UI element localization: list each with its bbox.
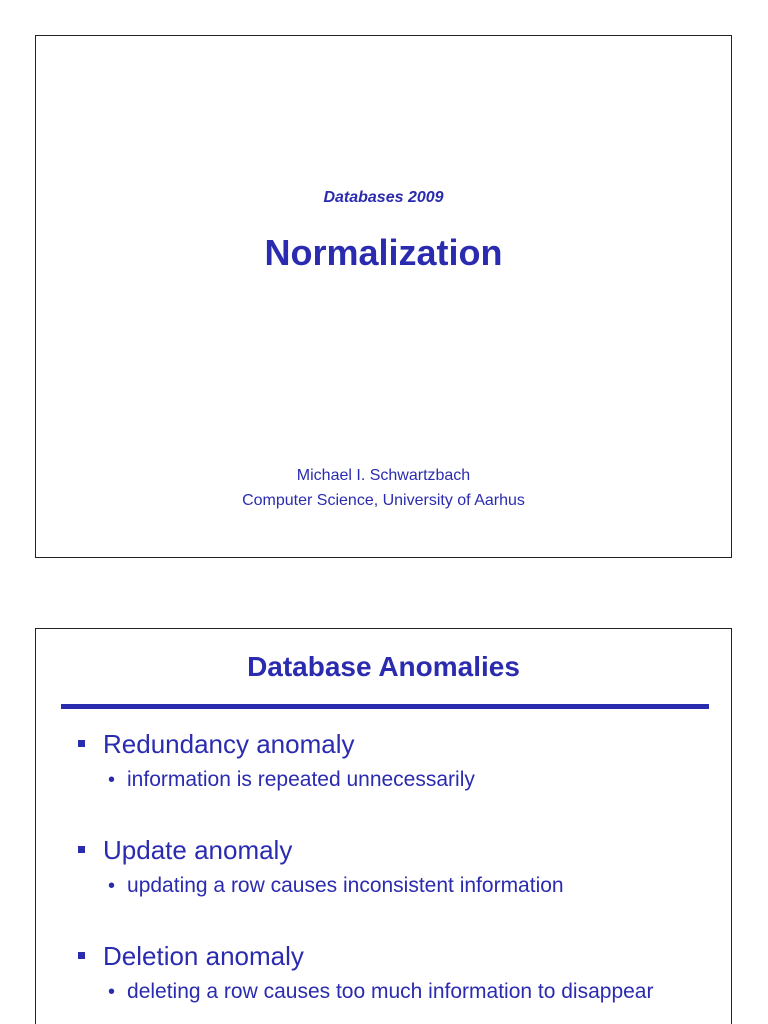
list-item xyxy=(78,729,698,793)
slide-title xyxy=(35,35,732,558)
author-name: Michael I. Schwartzbach xyxy=(296,467,471,484)
square-bullet-icon xyxy=(78,740,85,747)
slide-title-heading: Normalization xyxy=(264,232,503,273)
slide-database-anomalies xyxy=(35,628,732,1024)
square-bullet-icon xyxy=(78,846,85,853)
list-item xyxy=(78,941,698,1005)
list-item-description: updating a row causes inconsistent information xyxy=(127,874,564,897)
course-label: Databases 2009 xyxy=(323,189,444,206)
slide-heading: Database Anomalies xyxy=(247,651,520,682)
author-affiliation: Computer Science, University of Aarhus xyxy=(242,492,525,509)
list-item-label: Deletion anomaly xyxy=(103,941,304,971)
title-underline xyxy=(61,704,709,709)
dot-bullet-icon: • xyxy=(108,875,116,897)
list-item-description: information is repeated unnecessarily xyxy=(127,768,475,791)
square-bullet-icon xyxy=(78,952,85,959)
list-item-label: Redundancy anomaly xyxy=(103,729,355,759)
list-item-label: Update anomaly xyxy=(103,835,293,865)
dot-bullet-icon: • xyxy=(108,769,116,791)
dot-bullet-icon: • xyxy=(108,981,116,1003)
anomaly-list xyxy=(78,729,698,1024)
list-item-description: deleting a row causes too much information to disappear xyxy=(127,980,654,1003)
list-item xyxy=(78,835,698,899)
